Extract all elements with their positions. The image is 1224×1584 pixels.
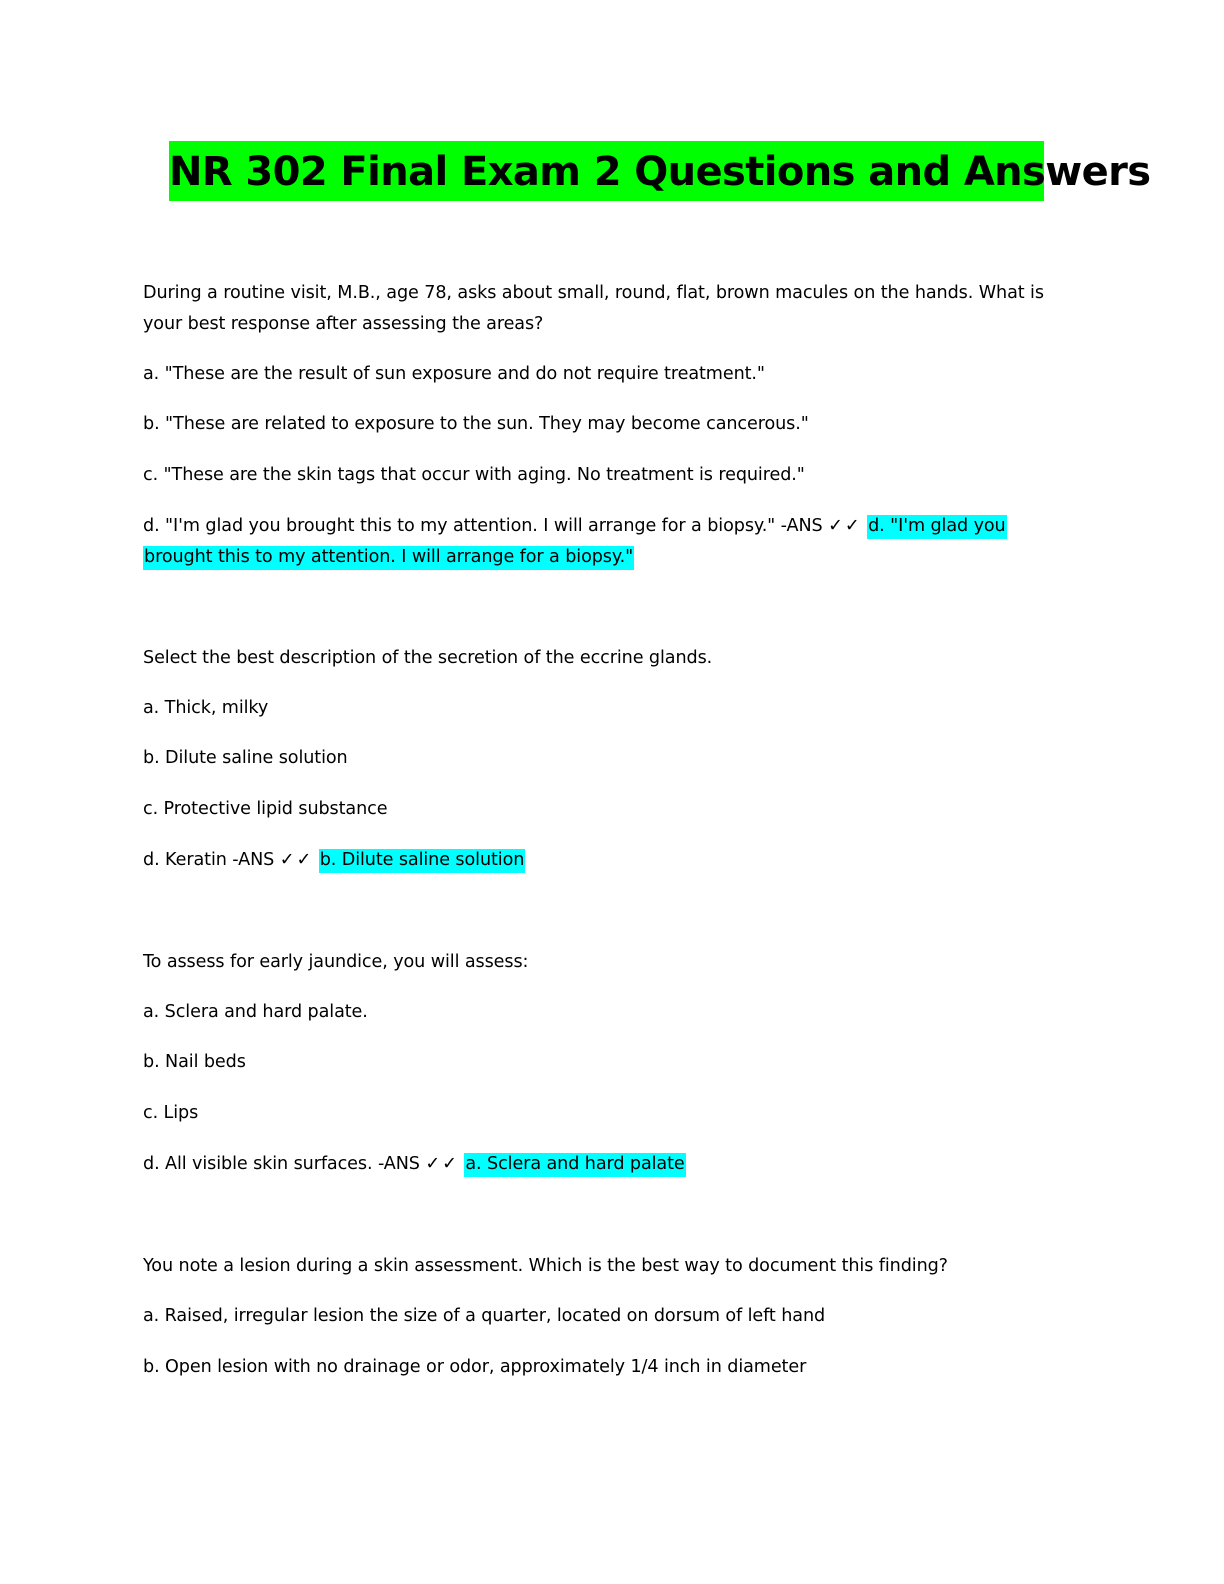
check-marks-icon: ✓✓ xyxy=(279,850,314,870)
question-3-stem: To assess for early jaundice, you will assess: xyxy=(143,952,529,972)
question-1-option-d: d. "I'm glad you brought this to my attention. I will arrange for a biopsy." -ANS xyxy=(143,516,823,536)
question-4-stem: You note a lesion during a skin assessment. Which is the best way to document this finding? xyxy=(143,1256,948,1276)
question-3-option-a: a. Sclera and hard palate. xyxy=(143,1002,368,1022)
question-2-option-d-line xyxy=(143,845,525,876)
question-1-answer-line-2: brought this to my attention. I will arrange for a biopsy." xyxy=(143,546,634,570)
question-1-stem-line-2: your best response after assessing the areas? xyxy=(143,314,544,334)
question-2-option-a: a. Thick, milky xyxy=(143,698,269,718)
question-2-option-d: d. Keratin -ANS xyxy=(143,850,275,870)
question-2-answer: b. Dilute saline solution xyxy=(319,849,526,873)
question-1-option-b: b. "These are related to exposure to the sun. They may become cancerous." xyxy=(143,414,809,434)
title-highlight xyxy=(169,141,1151,201)
question-3-option-b: b. Nail beds xyxy=(143,1052,246,1072)
question-3-option-c: c. Lips xyxy=(143,1103,199,1123)
question-1-stem-line-1: During a routine visit, M.B., age 78, asks about small, round, flat, brown macules on the hands. What is xyxy=(143,283,1044,303)
question-1-option-a: a. "These are the result of sun exposure and do not require treatment." xyxy=(143,364,765,384)
question-1-answer-line-2-wrap xyxy=(143,542,634,573)
question-2-stem: Select the best description of the secretion of the eccrine glands. xyxy=(143,648,713,668)
question-2-option-c: c. Protective lipid substance xyxy=(143,799,388,819)
question-1-option-d-line xyxy=(143,511,1007,542)
question-3-option-d: d. All visible skin surfaces. -ANS xyxy=(143,1154,420,1174)
question-3-answer: a. Sclera and hard palate xyxy=(464,1153,685,1177)
question-4-option-a: a. Raised, irregular lesion the size of a quarter, located on dorsum of left hand xyxy=(143,1306,826,1326)
question-2-option-b: b. Dilute saline solution xyxy=(143,748,348,768)
question-3-option-d-line xyxy=(143,1149,686,1180)
check-marks-icon: ✓✓ xyxy=(425,1154,459,1174)
document-title: NR 302 Final Exam 2 Questions and Answers xyxy=(169,149,1151,195)
check-marks-icon: ✓✓ xyxy=(828,516,862,536)
question-4-option-b: b. Open lesion with no drainage or odor, approximately 1/4 inch in diameter xyxy=(143,1357,807,1377)
question-1-answer-line-1: d. "I'm glad you xyxy=(867,515,1007,539)
question-1-option-c: c. "These are the skin tags that occur with aging. No treatment is required." xyxy=(143,465,805,485)
